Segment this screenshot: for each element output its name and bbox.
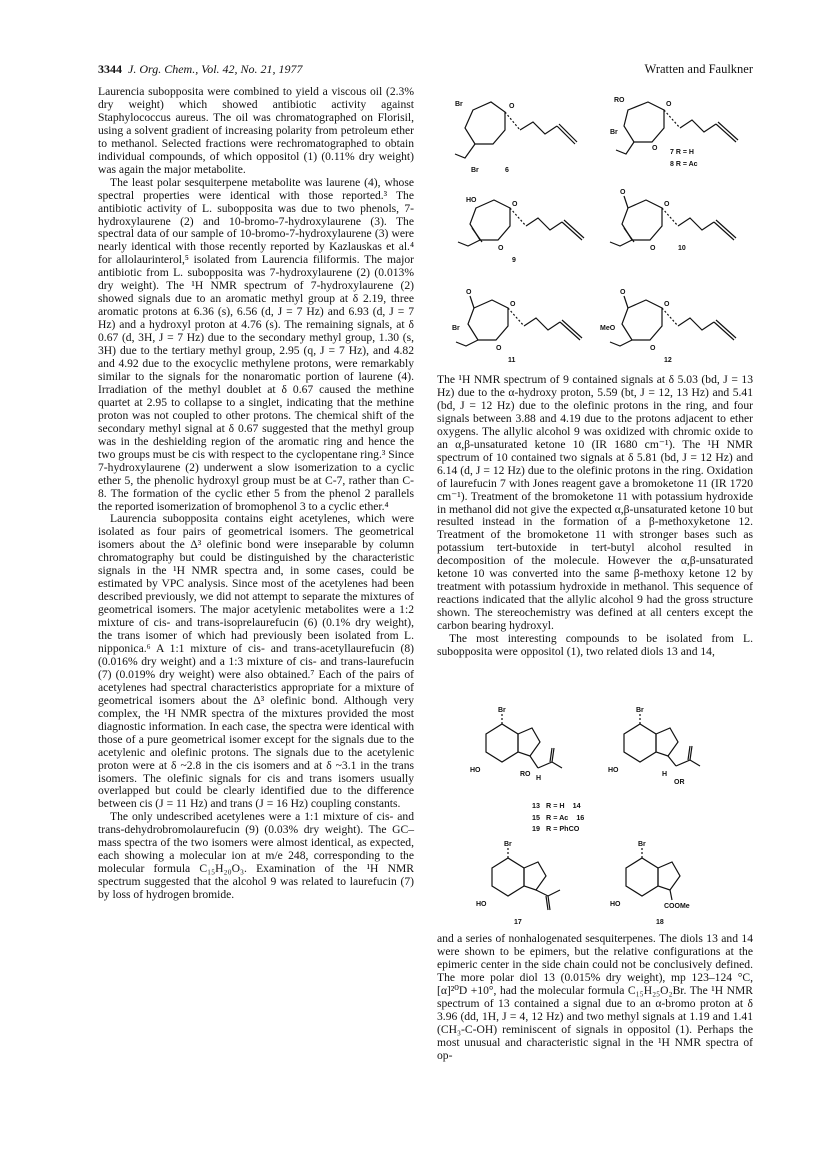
struct-14-ho: HO xyxy=(608,767,619,774)
structure-7-8-drawing xyxy=(608,88,758,178)
paragraph: The most interesting compounds to be isolated from L. subopposita were oppositol (1), two related diols 13 and 14, xyxy=(437,632,753,659)
struct-7-ro: RO xyxy=(614,97,625,104)
struct-14-br: Br xyxy=(636,707,644,714)
structure-6-drawing xyxy=(445,88,595,178)
structure-13-drawing xyxy=(468,706,578,796)
paragraph: The only undescribed acetylenes were a 1:1 mixture of cis- and trans-dehydrobromolaurefucin (9) (0.03% dry weight). The GC–mass spectra of the two isomers were almost identical, as expected, each showing a molecular ion at m/e 248, corresponding to the molecular formula C₁₅H₂₀O₃. Examination of the ¹H NMR spectrum suggested that the alcohol 9 was related to laurefucin (7) by loss of hydrogen bromide. xyxy=(98,810,414,902)
structure-10 xyxy=(608,188,758,273)
struct-11-br: Br xyxy=(452,325,460,332)
struct-6-br-top: Br xyxy=(455,101,463,108)
struct-17-number: 17 xyxy=(514,919,522,926)
struct-10-number: 10 xyxy=(678,245,686,252)
struct-11-carbonyl-o: O xyxy=(466,289,472,296)
structure-18 xyxy=(608,840,728,935)
structure-12-drawing xyxy=(598,288,758,368)
struct-14-or: OR xyxy=(674,779,685,786)
right-column-top xyxy=(437,374,753,659)
structure-14 xyxy=(606,706,716,801)
struct-9-o: O xyxy=(512,201,518,208)
structure-6 xyxy=(445,88,595,183)
struct-17-ho: HO xyxy=(476,901,487,908)
compound-r-list xyxy=(532,800,584,835)
left-column xyxy=(98,86,414,902)
structure-9-drawing xyxy=(452,188,602,268)
compound-row: 19 R = PhCO xyxy=(532,824,580,833)
struct-7-rdef: 7 R = H xyxy=(670,149,694,156)
struct-9-o2: O xyxy=(498,245,504,252)
struct-11-number: 11 xyxy=(508,357,516,364)
structure-10-drawing xyxy=(608,188,758,268)
structure-12 xyxy=(598,288,758,373)
struct-6-br-bottom: Br xyxy=(471,167,479,174)
struct-12-carbonyl-o: O xyxy=(620,289,626,296)
struct-12-o2: O xyxy=(650,345,656,352)
struct-18-coome: COOMe xyxy=(664,903,690,910)
struct-6-number: 6 xyxy=(505,167,509,174)
struct-10-carbonyl-o: O xyxy=(620,189,626,196)
struct-18-ho: HO xyxy=(610,901,621,908)
struct-13-ro: RO xyxy=(520,771,531,778)
struct-10-o: O xyxy=(664,201,670,208)
right-column-bottom xyxy=(437,933,753,1063)
struct-11-o: O xyxy=(510,301,516,308)
struct-14-h: H xyxy=(662,771,668,778)
structure-17 xyxy=(474,840,584,935)
struct-7-o2: O xyxy=(652,145,658,152)
structure-11-drawing xyxy=(448,288,598,368)
running-header xyxy=(98,62,753,82)
struct-8-rdef: 8 R = Ac xyxy=(670,161,698,168)
paragraph: Laurencia subopposita were combined to yield a viscous oil (2.3% dry weight) which showed antibiotic activity against Staphylococcus aureus. The oil was chromatographed on Florisil, using a solvent gradient of increasing polarity from petroleum ether to methanol. Selected fractions were rechromatographed to obtain individual compounds, of which oppositol (1) (0.11% dry weight) was again the major metabolite. xyxy=(98,85,414,176)
paragraph: The least polar sesquiterpene metabolite was laurene (4), whose spectral properties were identical with those reported.³ The antibiotic activity of L. subopposita was due to two phenols, 7-hydroxylaurene (2) and 10-bromo-7-hydroxylaurene (3). The spectral data of our sample of 10-bromo-7-hydroxylaurene (3) were nearly identical with those recently reported by Kazlauskas et al.⁴ for allolaurinterol,⁵ isolated from Laurencia filiformis. The major antibiotic from L. subopposita was 7-hydroxylaurene (2) (0.013% dry weight). The ¹H NMR spectrum of 7-hydroxylaurene (2) showed signals due to an aromatic methyl group at δ 2.19, three aromatic protons at 6.36 (s), 6.56 (d, J = 7 Hz) and 6.93 (d, J = 7 Hz) and a hydroxyl proton at 4.76 (s). The remaining signals, at δ 0.67 (d, 3H, J = 7 Hz) due to the secondary methyl group, 1.30 (s, 3H) due to the tertiary methyl group, 2.95 (q, J = 7 Hz), and 4.82 and 4.92 due to the exocyclic methylene protons, were remarkably similar to the signals for the nonaromatic portion of laurene (4). Irradiation of the methyl doublet at δ 0.67 caused the methine quartet at 2.95 to collapse to a singlet, indicating that the methine proton was not coupled to other protons. The chemical shift of the secondary methyl signal at δ 0.67 suggested that the methyl group was in the deshielding region of the aromatic ring and hence the two groups must be cis with respect to the cyclopentane ring.³ Since 7-hydroxylaurene (2) underwent a slow isomerization to a cyclic ether 5, the phenolic hydroxyl group must be at C-7, rather than C-8. The formation of the cyclic ether 5 from the phenol 2 parallels the reported isomerization of bromophenol 3 to a cyclic ether.⁴ xyxy=(98,175,414,513)
structure-14-drawing xyxy=(606,706,716,796)
struct-18-number: 18 xyxy=(656,919,664,926)
structure-11 xyxy=(448,288,598,373)
structure-7-8 xyxy=(608,88,758,183)
structure-9 xyxy=(452,188,602,273)
struct-18-br: Br xyxy=(638,841,646,848)
struct-10-o2: O xyxy=(650,245,656,252)
struct-12-meo: MeO xyxy=(600,325,616,332)
compound-row: 15 R = Ac 16 xyxy=(532,812,585,822)
struct-7-br: Br xyxy=(610,129,618,136)
header-left xyxy=(98,62,303,77)
paragraph: Laurencia subopposita contains eight acetylenes, which were isolated as four pairs of geometrical isomers. The geometrical isomers about the Δ³ olefinic bond were inseparable by column chromatography but could be distinguished by the characteristic signals in the ¹H NMR spectra and, in some cases, could be estimated by VPC analysis. Since most of the acetylenes had been described previously, we did not attempt to separate the mixtures of geometrical isomers. The major acetylenic metabolites were a 1:2 mixture of cis- and trans-isoprelaurefucin (6) (0.1% dry weight), the trans isomer of which had previously been isolated from L. nipponica.⁶ A 1:1 mixture of cis- and trans-acetyllaurefucin (8) (0.016% dry weight) and a 1:3 mixture of cis- and trans-laurefucin (7) (0.019% dry weight) were also obtained.⁷ Each of the pairs of acetylenes had spectral characteristics appropriate for a mixture of geometrical isomers about the Δ³ olefinic bond. Although very complex, the ¹H NMR spectra of the mixtures provided the most diagnostic information. In each case, the spectra were identical with those of a pure geometrical isomer except for the signals due to the acetylenic and olefinic protons. The signals due to the acetylenic proton were at δ ~2.8 in the cis isomers and at δ ~3.1 in the trans isomers. The olefinic signals for cis and trans isomers usually overlapped but could be clearly identified due to the difference between cis (J = 11 Hz) and trans (J = 16 Hz) coupling constants. xyxy=(98,512,414,811)
structure-17-drawing xyxy=(474,840,584,930)
struct-12-number: 12 xyxy=(664,357,672,364)
paragraph: and a series of nonhalogenated sesquiterpenes. The diols 13 and 14 were shown to be epimers, but the relative configurations at the epimeric center in the side chain could not be conclusively defined. The more polar diol 13 (0.015% dry weight), mp 123–124 °C, [α]²⁰D +10°, had the molecular formula C₁₅H₂₅O₂Br. The ¹H NMR spectrum of 13 contained a signal due to an α-bromo proton at δ 3.96 (dd, 1H, J = 4, 12 Hz) and two methyl signals at 1.19 and 1.41 (CH₃-C-OH) reminiscent of signals in oppositol (1). Perhaps the most unusual and characteristic signal in the ¹H NMR spectra of op- xyxy=(437,932,753,1062)
struct-7-o: O xyxy=(666,101,672,108)
header-authors: Wratten and Faulkner xyxy=(644,62,753,76)
compound-row: 13 R = H 14 xyxy=(532,801,581,810)
paragraph: The ¹H NMR spectrum of 9 contained signals at δ 5.03 (bd, J = 13 Hz) due to the α-hydroxy proton, 5.59 (bt, J = 12, 13 Hz) and 5.41 (bd, J = 12 Hz) due to the olefinic protons in the ring, and four signals between 3.88 and 4.19 due to the protons adjacent to ether oxygens. The allylic alcohol 9 was oxidized with chromic oxide to an α,β-unsaturated ketone 10 (IR 1680 cm⁻¹). The ¹H NMR spectrum of 10 contained two signals at δ 5.81 (bd, J = 12 Hz) and 6.14 (d, J = 12 Hz) due to the olefinic protons in the ring. Oxidation of laurefucin 7 with Jones reagent gave a bromoketone 11 (IR 1720 cm⁻¹). Treatment of the bromoketone 11 with potassium hydroxide in methanol did not give the expected α,β-unsaturated ketone 10 but resulted instead in the formation of a β-methoxyketone 12. Treatment of the bromoketone 11 with stronger bases such as potassium tert-butoxide in tert-butyl alcohol resulted in decomposition of the molecule. However the α,β-unsaturated ketone 10 was converted into the same β-methoxy ketone 12 by treatment with potassium hydroxide in methanol. This sequence of reactions indicated that the allylic alcohol 9 had the gross structure shown. The stereochemistry was defined at all centers except the carbon bearing hydroxyl. xyxy=(437,373,753,633)
struct-9-ho: HO xyxy=(466,197,477,204)
struct-9-number: 9 xyxy=(512,257,516,264)
struct-13-ho: HO xyxy=(470,767,481,774)
struct-6-o: O xyxy=(509,103,515,110)
structure-18-drawing xyxy=(608,840,728,930)
struct-13-br: Br xyxy=(498,707,506,714)
struct-11-o2: O xyxy=(496,345,502,352)
struct-13-h: H xyxy=(536,775,542,782)
page-number: 3344 xyxy=(98,62,122,76)
struct-17-br: Br xyxy=(504,841,512,848)
journal-citation: J. Org. Chem., Vol. 42, No. 21, 1977 xyxy=(128,62,303,76)
struct-12-o: O xyxy=(664,301,670,308)
structure-13 xyxy=(468,706,578,801)
